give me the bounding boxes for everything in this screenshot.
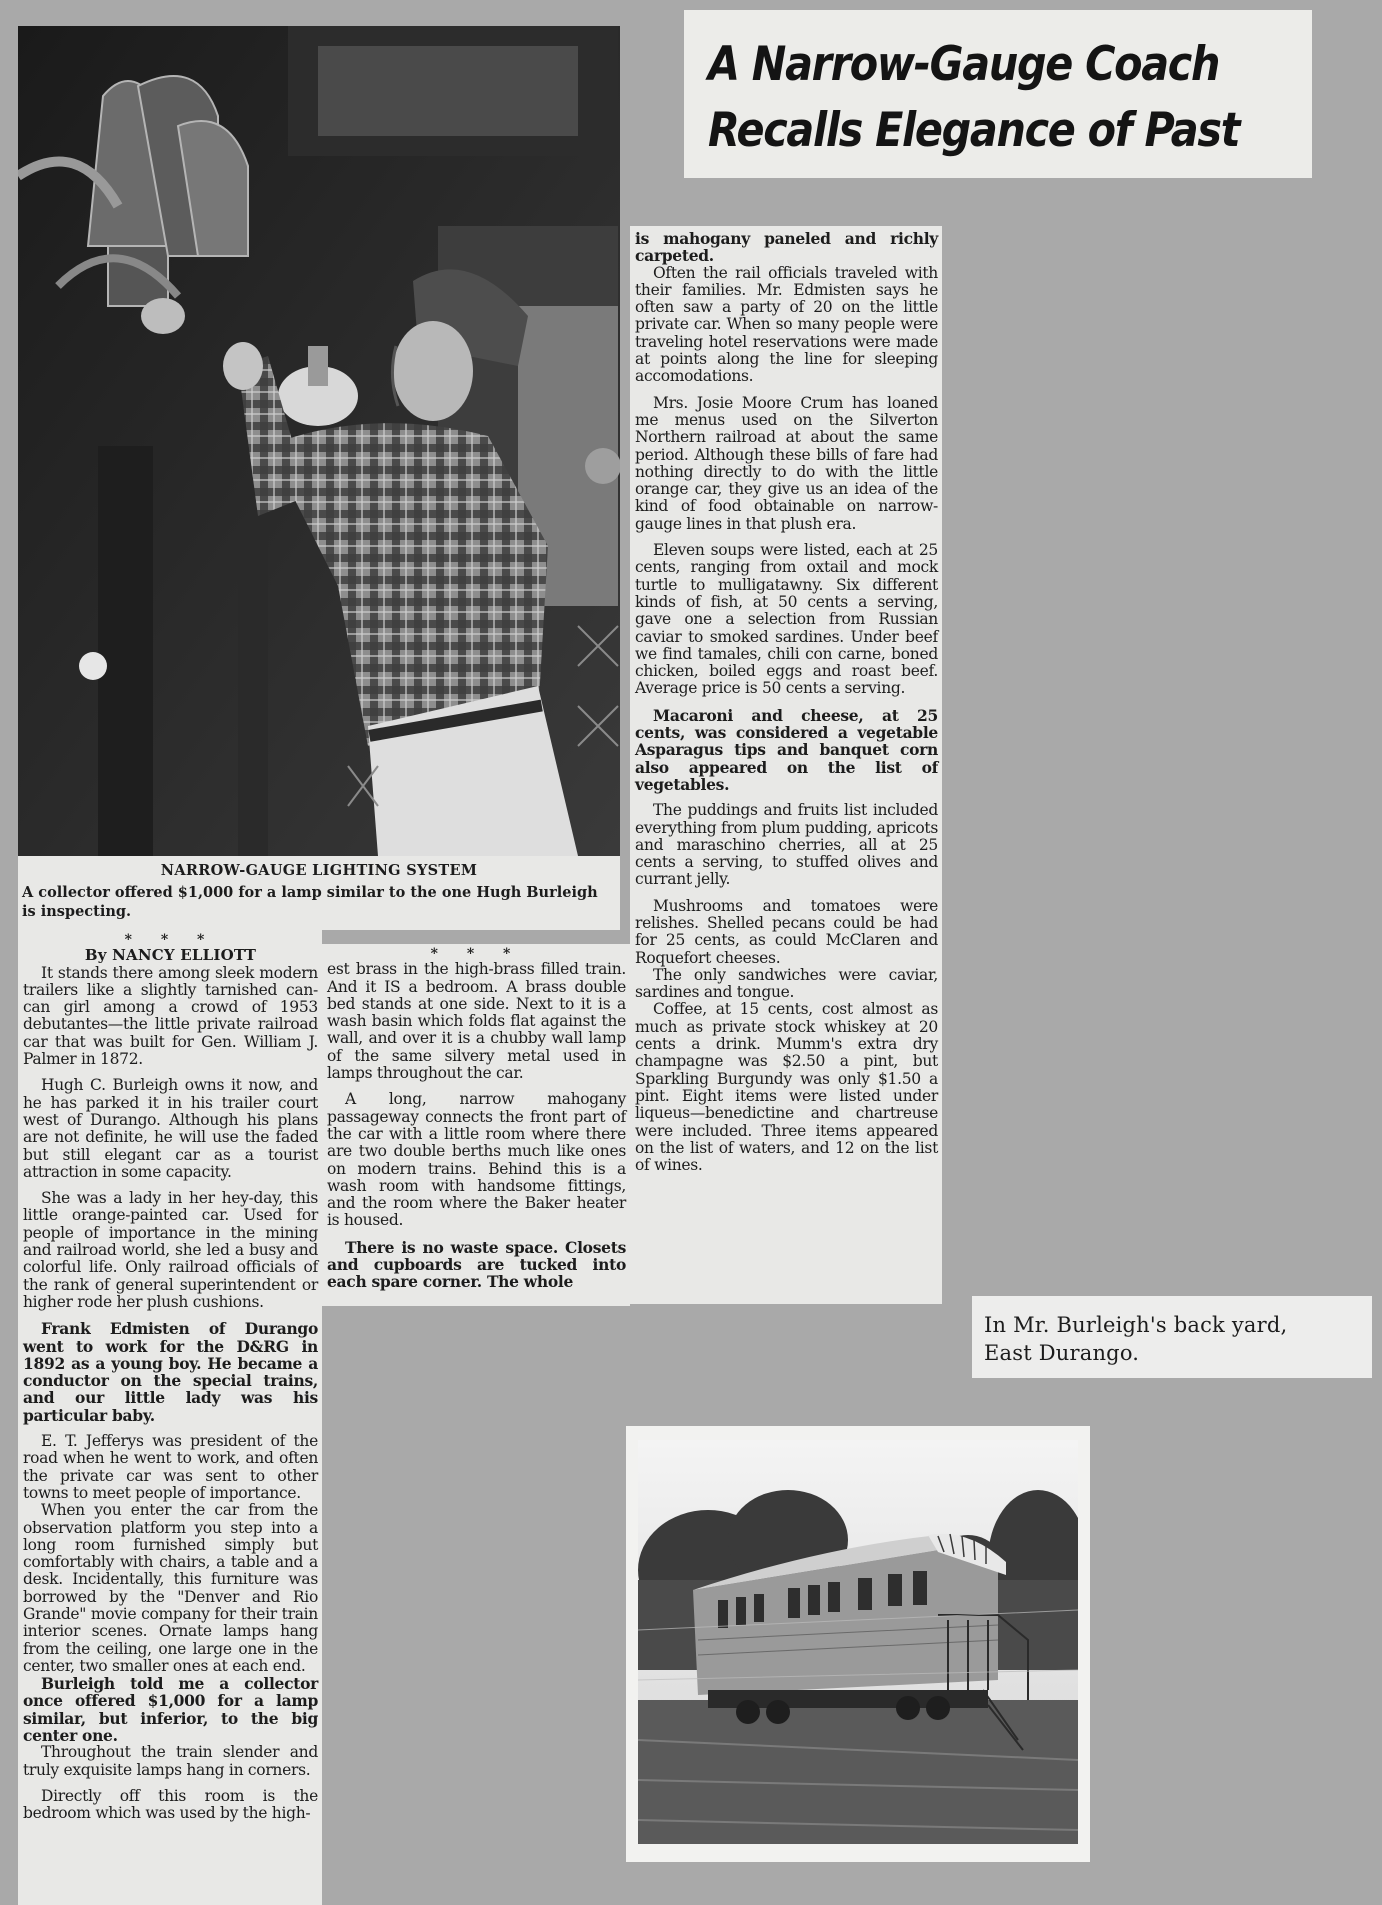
byline: By NANCY ELLIOTT <box>84 946 257 965</box>
paragraph: The only sandwiches were caviar, sardines and tongue. <box>635 965 938 1002</box>
paragraph: Mrs. Josie Moore Crum has loaned me menus used on the Silverton Northern railroad at about the same period. Although these bills of fare had nothing directly to do with the little orange car, they give us an idea of the kind of food obtainable on narrow-gauge lines in that plush era. <box>635 393 938 533</box>
paragraph: The puddings and fruits list included everything from plum pudding, apricots and maraschino cherries, all at 25 cents a serving, to stuffed olives and currant jelly. <box>635 801 938 889</box>
headline-line-2: Recalls Elegance of Past <box>708 103 1240 158</box>
paragraph: She was a lady in her hey-day, this little orange-painted car. Used for people of importance in the mining and railroad world, she led a busy and colorful life. Only railroad officials of the rank of general superintendent or higher rode her plush cushions. <box>23 1189 318 1311</box>
paragraph: E. T. Jefferys was president of the road when he went to work, and often the private car was sent to other towns to meet people of importance. <box>23 1432 318 1502</box>
paragraph-bold: There is no waste space. Closets and cupboards are tucked into each spare corner. The whole <box>327 1237 626 1292</box>
paragraph: Coffee, at 15 cents, cost almost as much as private stock whiskey at 20 cents a drink. Mumm's extra dry champagne was $2.50 a pint, but Sparkling Burgundy was only $1.50 a pint. Eight items were listed under liqueus—benedictine and chartreuse were included. Three items appeared on the list of waters, and 12 on the list of wines. <box>635 1000 938 1175</box>
paragraph: Throughout the train slender and truly exquisite lamps hang in corners. <box>23 1743 318 1779</box>
article-column-2 <box>322 944 630 1306</box>
article-column-3 <box>630 226 942 1304</box>
caption-title: NARROW-GAUGE LIGHTING SYSTEM <box>160 862 478 879</box>
paragraph-bold: is mahogany paneled and richly carpeted. <box>635 229 938 266</box>
article-column-1 <box>18 930 322 1905</box>
paragraph: A long, narrow mahogany passageway connects the front part of the car with a little room where there are two double berths much like ones on modern trains. Behind this is a wash room with handsome fittings, and the room where the Baker heater is housed. <box>327 1090 626 1230</box>
separator-stars: * * * <box>430 946 523 962</box>
paragraph: est brass in the high-brass filled train. And it IS a bedroom. A brass double bed stands at one side. Next to it is a wash basin which folds flat against the wall, and over it is a chubby wall lamp of the same silvery metal used in lamps throughout the car. <box>327 960 626 1083</box>
separator-stars: * * * <box>124 932 217 948</box>
paragraph: It stands there among sleek modern trailers like a slightly tarnished can-can girl among a crowd of 1953 debutantes—the little private railroad car that was built for Gen. William J. Palmer in 1872. <box>23 963 318 1069</box>
paragraph-bold: Burleigh told me a collector once offered $1,000 for a lamp similar, but inferior, to the big center one. <box>23 1674 318 1746</box>
photo-caption <box>18 856 620 930</box>
railcar-snapshot <box>626 1426 1090 1862</box>
snapshot-caption-line-1: In Mr. Burleigh's back yard, <box>984 1313 1288 1337</box>
paragraph: Hugh C. Burleigh owns it now, and he has parked it in his trailer court west of Durango. Although his plans are not definite, he will use the faded but still elegant car as a tourist attraction in some capacity. <box>23 1076 318 1181</box>
paragraph-bold: Frank Edmisten of Durango went to work for the D&RG in 1892 as a young boy. He became a conductor on the special trains, and our little lady was his particular baby. <box>23 1319 318 1425</box>
paragraph: Mushrooms and tomatoes were relishes. Shelled pecans could be had for 25 cents, as could McClaren and Roquefort cheeses. <box>635 896 938 967</box>
lamp-inspection-photo <box>18 26 620 856</box>
headline-clipping <box>684 10 1312 178</box>
caption-text: A collector offered $1,000 for a lamp similar to the one Hugh Burleigh is inspecting. <box>22 884 598 920</box>
snapshot-caption-line-2: East Durango. <box>984 1341 1140 1365</box>
paragraph-bold: Macaroni and cheese, at 25 cents, was considered a vegetable Asparagus tips and banquet corn also appeared on the list of vegetables. <box>635 705 938 794</box>
paragraph: Often the rail officials traveled with their families. Mr. Edmisten says he often saw a party of 20 on the little private car. When so many people were traveling hotel reservations were made at points along the line for sleeping accomodations. <box>635 263 938 386</box>
snapshot-caption <box>972 1296 1372 1378</box>
paragraph: Directly off this room is the bedroom which was used by the high- <box>23 1786 318 1823</box>
paragraph: When you enter the car from the observation platform you step into a long room furnished simply but comfortably with chairs, a table and a desk. Incidentally, this furniture was borrowed by the "Denver and Rio Grande" movie company for their train interior scenes. Ornate lamps hang from the ceiling, one large one in the center, two smaller ones at each end. <box>23 1501 318 1675</box>
headline-line-1: A Narrow-Gauge Coach <box>708 37 1220 92</box>
headline <box>708 32 1324 164</box>
paragraph: Eleven soups were listed, each at 25 cents, ranging from oxtail and mock turtle to mulligatawny. Six different kinds of fish, at 50 cents a serving, gave one a selection from Russian caviar to smoked sardines. Under beef we find tamales, chili con carne, boned chicken, boiled eggs and roast beef. Average price is 50 cents a serving. <box>635 541 938 698</box>
